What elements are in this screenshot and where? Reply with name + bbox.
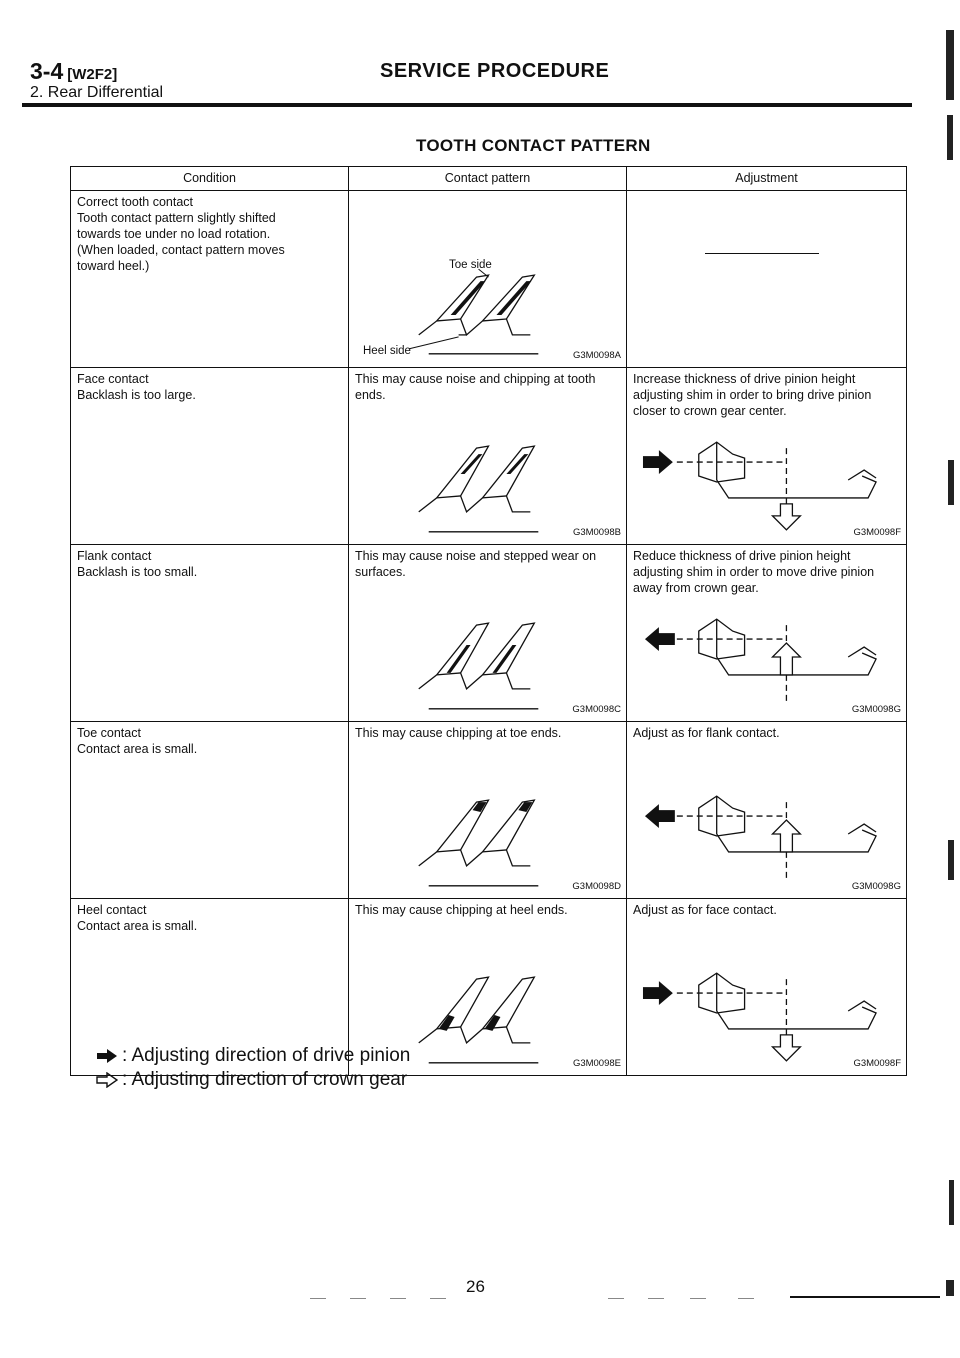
condition-line: Flank contact <box>77 549 152 563</box>
figure-code: G3M0098G <box>851 881 901 892</box>
scan-dash <box>390 1298 406 1299</box>
scan-dash <box>430 1298 446 1299</box>
adjustment-cell <box>627 722 907 899</box>
no-adjustment-dash <box>705 253 819 254</box>
pinion-crown-diagram <box>637 601 896 711</box>
scan-edge-mark <box>948 460 954 505</box>
pattern-description: This may cause noise and stepped wear on surfaces. <box>355 549 597 579</box>
legend-text: : Adjusting direction of crown gear <box>122 1069 408 1090</box>
condition-line: Correct tooth contact <box>77 195 194 209</box>
condition-line: toward heel.) <box>77 259 150 273</box>
figure-code: G3M0098F <box>853 1058 901 1069</box>
condition-line: Face contact <box>77 372 149 386</box>
pinion-adjust-figure <box>637 955 896 1065</box>
legend-item <box>96 1068 410 1092</box>
condition-line: Contact area is small. <box>77 919 198 933</box>
adjustment-cell <box>627 368 907 545</box>
tooth-pattern-figure <box>349 249 626 367</box>
adjustment-cell <box>627 191 907 368</box>
condition-line: Tooth contact pattern slightly shifted <box>77 211 276 225</box>
pattern-cell <box>349 545 627 722</box>
table-row <box>71 368 907 545</box>
table-row <box>71 191 907 368</box>
scan-dash <box>738 1298 754 1299</box>
toe-side-label: Toe side <box>449 259 492 271</box>
scan-dash <box>648 1298 664 1299</box>
scan-edge-mark <box>947 115 953 160</box>
page-number: 26 <box>466 1277 485 1296</box>
figure-code: G3M0098D <box>572 881 621 892</box>
hollow-arrow-icon <box>96 1072 118 1088</box>
gear-teeth-diagram <box>349 581 626 721</box>
legend-text: : Adjusting direction of drive pinion <box>122 1045 411 1066</box>
condition-line: Backlash is too large. <box>77 388 196 402</box>
figure-code: G3M0098C <box>572 704 621 715</box>
condition-line: Contact area is small. <box>77 742 198 756</box>
col-header-adjustment: Adjustment <box>627 167 907 191</box>
section-number-text: 3-4 <box>30 58 64 84</box>
figure-code: G3M0098A <box>572 350 621 361</box>
condition-cell <box>71 368 349 545</box>
pattern-cell <box>349 191 627 368</box>
adjustment-cell <box>627 899 907 1076</box>
condition-cell <box>71 545 349 722</box>
adjustment-description: Increase thickness of drive pinion height adjusting shim in order to bring drive pinion closer to crown gear center. <box>633 372 872 418</box>
condition-line: Heel contact <box>77 903 147 917</box>
condition-cell <box>71 722 349 899</box>
legend-item <box>96 1044 410 1068</box>
section-code: [W2F2] <box>67 66 118 83</box>
adjustment-description: Adjust as for flank contact. <box>633 726 780 740</box>
scan-dash <box>350 1298 366 1299</box>
pattern-description: This may cause noise and chipping at tooth ends. <box>355 372 596 402</box>
page-title: SERVICE PROCEDURE <box>380 60 610 82</box>
pattern-description: This may cause chipping at toe ends. <box>355 726 562 740</box>
condition-line: (When loaded, contact pattern moves <box>77 243 285 257</box>
adjustment-description: Adjust as for face contact. <box>633 903 777 917</box>
col-header-condition: Condition <box>71 167 349 191</box>
figure-code: G3M0098F <box>853 527 901 538</box>
condition-line: Toe contact <box>77 726 141 740</box>
gear-teeth-diagram <box>349 758 626 898</box>
pinion-adjust-figure <box>637 601 896 711</box>
scan-edge-line <box>790 1296 940 1298</box>
pinion-adjust-figure <box>637 778 896 888</box>
pinion-adjust-figure <box>637 424 896 534</box>
table-header-row <box>71 167 907 191</box>
heel-side-label: Heel side <box>363 345 411 357</box>
scan-edge-mark <box>948 840 954 880</box>
legend <box>96 1044 410 1092</box>
table-row <box>71 722 907 899</box>
tooth-pattern-figure <box>349 581 626 721</box>
figure-code: G3M0098G <box>851 704 901 715</box>
tooth-pattern-figure <box>349 404 626 544</box>
scan-dash <box>608 1298 624 1299</box>
figure-code: G3M0098B <box>572 527 621 538</box>
table-title: TOOTH CONTACT PATTERN <box>416 136 651 155</box>
header-rule <box>22 103 912 107</box>
tooth-contact-table <box>70 166 907 1076</box>
adjustment-cell <box>627 545 907 722</box>
pattern-cell <box>349 368 627 545</box>
solid-arrow-icon <box>96 1048 118 1064</box>
condition-cell <box>71 191 349 368</box>
condition-line: Backlash is too small. <box>77 565 198 579</box>
scan-dash <box>310 1298 326 1299</box>
scan-dash <box>690 1298 706 1299</box>
scan-edge-mark <box>946 1280 954 1296</box>
table-row <box>71 545 907 722</box>
gear-teeth-diagram <box>349 404 626 544</box>
pattern-description: This may cause chipping at heel ends. <box>355 903 568 917</box>
figure-code: G3M0098E <box>572 1058 621 1069</box>
scan-edge-mark <box>946 30 954 100</box>
scan-edge-mark <box>949 1180 954 1225</box>
subsection-title: 2. Rear Differential <box>30 84 164 101</box>
pinion-crown-diagram <box>637 955 896 1065</box>
pinion-crown-diagram <box>637 778 896 888</box>
section-number <box>30 58 117 85</box>
pinion-crown-diagram <box>637 424 896 534</box>
col-header-pattern: Contact pattern <box>349 167 627 191</box>
pattern-cell <box>349 722 627 899</box>
tooth-pattern-figure <box>349 758 626 898</box>
adjustment-description: Reduce thickness of drive pinion height adjusting shim in order to move drive pinion away from crown gear. <box>633 549 875 595</box>
condition-line: towards toe under no load rotation. <box>77 227 271 241</box>
